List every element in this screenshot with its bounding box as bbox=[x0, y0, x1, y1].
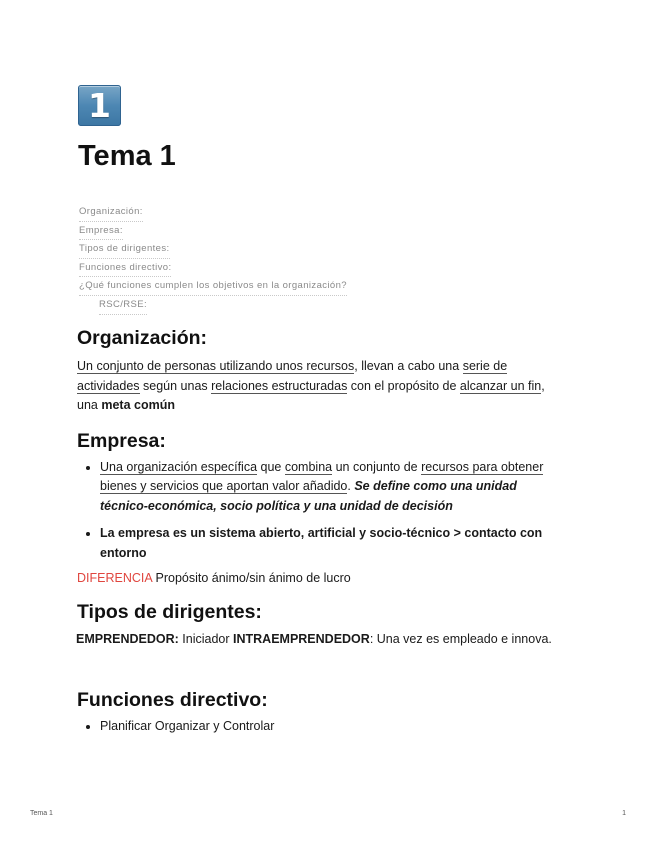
list-item bbox=[100, 524, 567, 563]
text-span: Una organización específica bbox=[100, 459, 258, 474]
text-span: un conjunto de bbox=[332, 459, 422, 474]
document-body bbox=[77, 324, 567, 737]
keycap-one-icon: 1 bbox=[78, 85, 121, 126]
toc-link-que-funciones[interactable]: ¿Qué funciones cumplen los objetivos en la organización? bbox=[79, 277, 347, 296]
heading-tipos-dirigentes: Tipos de dirigentes: bbox=[77, 600, 262, 623]
text-span: Propósito ánimo/sin ánimo de lucro bbox=[152, 571, 351, 585]
text-span: : Una vez es empleado e innova. bbox=[369, 631, 552, 646]
paragraph-organizacion bbox=[77, 357, 567, 416]
text-span: . bbox=[347, 479, 355, 493]
text-span: La empresa es un sistema abierto, artificial y socio-técnico > contacto con entorno bbox=[100, 526, 543, 560]
text-span: , una bbox=[77, 378, 545, 412]
heading-empresa: Empresa: bbox=[77, 429, 166, 452]
funciones-list bbox=[77, 717, 567, 737]
table-of-contents bbox=[79, 203, 347, 315]
list-item: • Planificar Organizar y Controlar bbox=[100, 717, 567, 737]
toc-link-funciones-directivo[interactable]: Funciones directivo: bbox=[79, 259, 171, 278]
text-span: EMPRENDEDOR: bbox=[76, 631, 179, 646]
text-span: combina bbox=[284, 459, 333, 474]
text-span: que bbox=[257, 459, 285, 474]
text-span: , llevan a cabo una bbox=[354, 359, 463, 373]
text-span: según unas bbox=[139, 378, 212, 393]
text-span: meta común bbox=[101, 398, 175, 412]
diferencia-label: DIFERENCIA bbox=[77, 571, 153, 585]
page-title: Tema 1 bbox=[78, 140, 176, 172]
toc-link-rsc-rse[interactable]: RSC/RSE: bbox=[99, 296, 147, 315]
text-span: recursos para obtener bienes y servicios que aportan valor añadido bbox=[100, 459, 544, 493]
text-span: Iniciador bbox=[178, 631, 233, 646]
text-span: alcanzar un fin bbox=[459, 378, 542, 393]
toc-link-organizacion[interactable]: Organización: bbox=[79, 203, 143, 222]
footer-title: Tema 1 bbox=[30, 810, 53, 817]
toc-link-empresa[interactable]: Empresa: bbox=[79, 222, 123, 241]
text-span: con el propósito de bbox=[347, 378, 460, 393]
paragraph-diferencia bbox=[77, 569, 567, 589]
heading-funciones-directivo: Funciones directivo: bbox=[77, 689, 268, 711]
list-item bbox=[100, 458, 567, 517]
footer-page-number: 1 bbox=[622, 810, 626, 817]
text-span: INTRAEMPRENDEDOR bbox=[233, 631, 370, 646]
text-span: Un conjunto de personas utilizando unos recursos bbox=[77, 359, 355, 373]
empresa-list bbox=[77, 458, 567, 564]
toc-link-tipos-dirigentes[interactable]: Tipos de dirigentes: bbox=[79, 240, 170, 259]
paragraph-tipos bbox=[76, 630, 567, 650]
text-span: relaciones estructuradas bbox=[211, 378, 348, 393]
text-span: serie de actividades bbox=[77, 359, 508, 393]
text-span: Se define como una unidad técnico-económica, socio política y una unidad de decisión bbox=[100, 479, 517, 513]
heading-organizacion: Organización: bbox=[77, 327, 208, 349]
